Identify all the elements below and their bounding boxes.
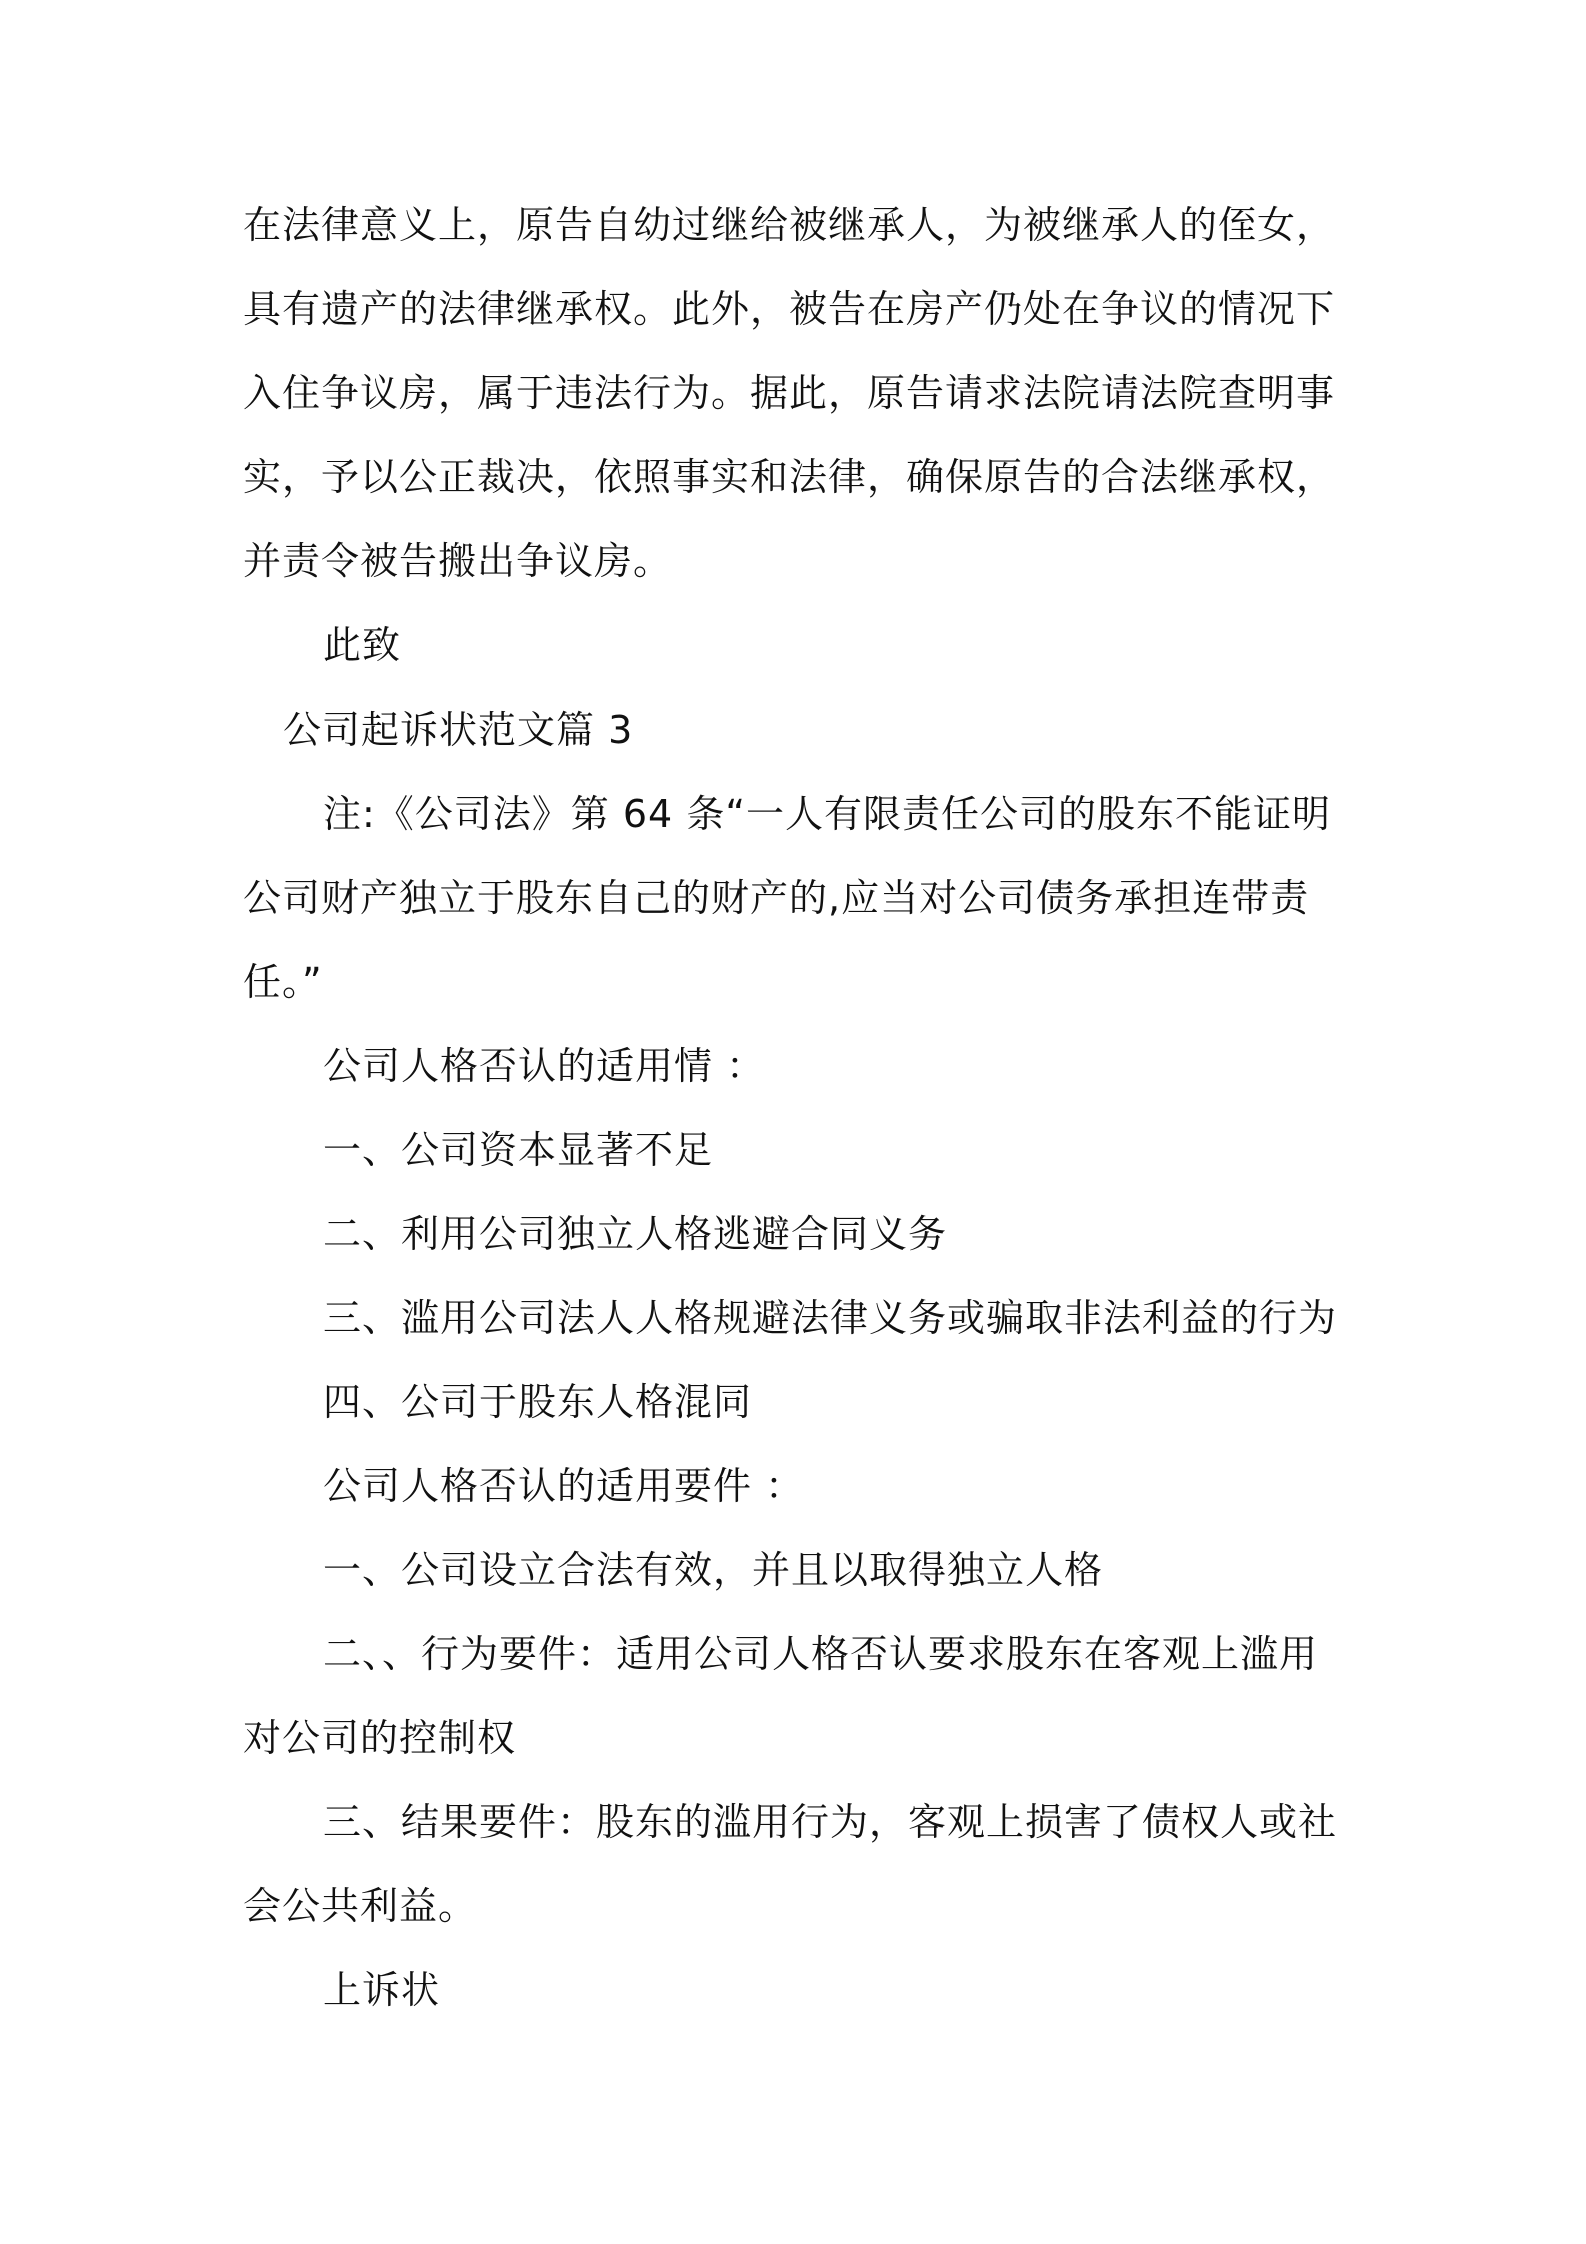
list-item: 三、滥用公司法人人格规避法律义务或骗取非法利益的行为 (323, 1296, 1338, 1340)
text-line: 任。” (243, 960, 323, 1004)
section-heading: 上诉状 (323, 1968, 441, 2012)
text-line: 并责令被告搬出争议房。 (243, 539, 673, 583)
list-item: 四、公司于股东人格混同 (323, 1380, 753, 1424)
text-line: 公司财产独立于股东自己的财产的,应当对公司债务承担连带责 (243, 876, 1310, 920)
text-line: 实，予以公正裁决，依照事实和法律，确保原告的合法继承权， (243, 455, 1336, 499)
text-line: 具有遗产的法律继承权。此外，被告在房产仍处在争议的情况下 (243, 287, 1336, 331)
section-heading: 公司起诉状范文篇 3 (283, 708, 634, 752)
text-line: 对公司的控制权 (243, 1716, 517, 1760)
list-item: 二、利用公司独立人格逃避合同义务 (323, 1212, 948, 1256)
text-line: 注:《公司法》第 64 条“一人有限责任公司的股东不能证明 (323, 792, 1332, 836)
list-item: 一、公司设立合法有效，并且以取得独立人格 (323, 1548, 1104, 1592)
closing-salutation: 此致 (323, 623, 402, 667)
text-line: 公司人格否认的适用情 ： (323, 1044, 766, 1088)
text-line: 在法律意义上，原告自幼过继给被继承人，为被继承人的侄女， (243, 203, 1336, 247)
list-item: 一、公司资本显著不足 (323, 1128, 714, 1172)
text-line: 公司人格否认的适用要件 ： (323, 1464, 805, 1508)
text-line: 入住争议房，属于违法行为。据此，原告请求法院请法院查明事 (243, 371, 1336, 415)
text-line: 会公共利益。 (243, 1884, 478, 1928)
list-item: 三、结果要件：股东的滥用行为，客观上损害了债权人或社 (323, 1800, 1338, 1844)
list-item: 二、、行为要件：适用公司人格否认要求股东在客观上滥用 (323, 1632, 1319, 1676)
